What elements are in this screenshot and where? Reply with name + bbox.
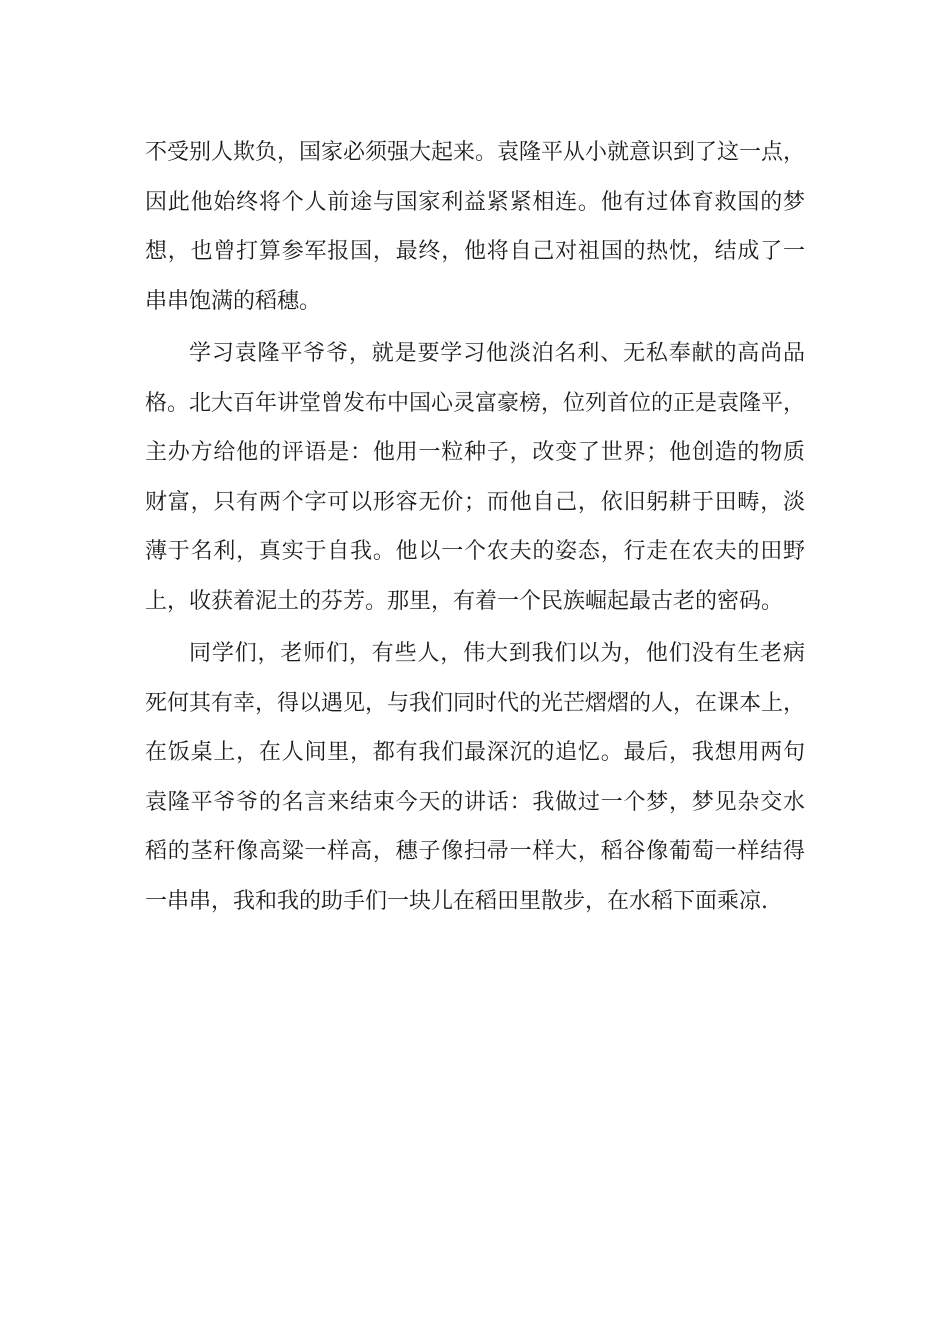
text-line: 想，也曾打算参军报国，最终，他将自己对祖国的热忱，结成了一: [145, 239, 805, 264]
text-line: 不受别人欺负，国家必须强大起来。袁隆平从小就意识到了这一点，: [145, 140, 806, 165]
body-text: [145, 128, 805, 926]
text-line: 主办方给他的评语是：他用一粒种子，改变了世界；他创造的物质: [145, 440, 805, 465]
text-line: 格。北大百年讲堂曾发布中国心灵富豪榜，位列首位的正是袁隆平，: [145, 390, 806, 416]
text-line: 上，收获着泥土的芬芳。那里，有着一个民族崛起最古老的密码。: [145, 588, 784, 614]
paragraph-3: [145, 629, 805, 926]
text-line: 串串饱满的稻穗。: [145, 288, 322, 314]
text-line: 袁隆平爷爷的名言来结束今天的讲话：我做过一个梦，梦见杂交水: [145, 789, 805, 815]
text-line: 同学们，老师们，有些人，伟大到我们以为，他们没有生老病: [189, 641, 805, 666]
paragraph-2: [145, 329, 805, 626]
paragraph-1: [145, 128, 805, 326]
text-line: 一串串，我和我的助手们一块儿在稻田里散步，在水稻下面乘凉.: [145, 888, 768, 914]
text-line: 财富，只有两个字可以形容无价；而他自己，依旧躬耕于田畴，淡: [145, 489, 805, 515]
text-line: 稻的茎秆像高粱一样高，穗子像扫帚一样大，稻谷像葡萄一样结得: [145, 839, 805, 864]
text-line: 死何其有幸，得以遇见，与我们同时代的光芒熠熠的人，在课本上，: [145, 690, 806, 716]
text-line: 薄于名利，真实于自我。他以一个农夫的姿态，行走在农夫的田野: [145, 539, 805, 564]
text-line: 学习袁隆平爷爷，就是要学习他淡泊名利、无私奉献的高尚品: [189, 341, 805, 366]
text-line: 因此他始终将个人前途与国家利益紧紧相连。他有过体育救国的梦: [145, 189, 805, 215]
text-line: 在饭桌上，在人间里，都有我们最深沉的追忆。最后，我想用两句: [145, 740, 805, 765]
